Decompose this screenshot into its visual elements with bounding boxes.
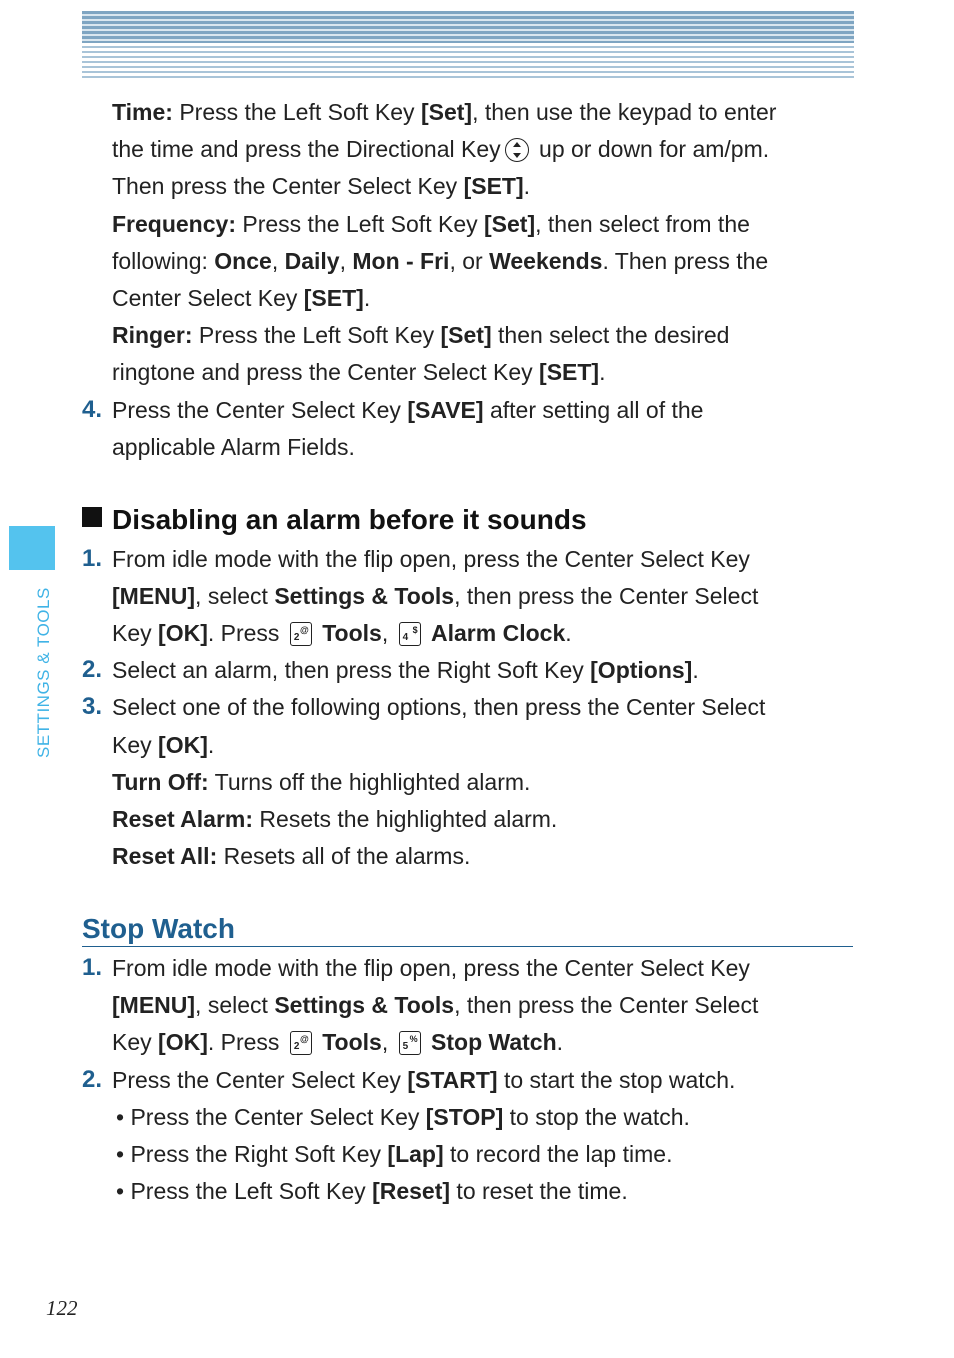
option-reset-all: Reset All: Resets all of the alarms. bbox=[112, 843, 471, 869]
key-5-icon: % 5 bbox=[399, 1031, 421, 1055]
bullet-lap: • Press the Right Soft Key [Lap] to record the lap time. bbox=[116, 1141, 673, 1167]
step-number: 2. bbox=[82, 1066, 103, 1093]
disable-alarm-heading: Disabling an alarm before it sounds bbox=[82, 503, 587, 537]
disable-step1-line-3: Key [OK]. Press @ 2 Tools, $ 4 Alarm Clock. bbox=[112, 620, 572, 646]
disable-step1-line-1: From idle mode with the flip open, press the Center Select Key bbox=[112, 546, 750, 572]
key-2-icon: @ 2 bbox=[290, 1031, 312, 1055]
step-number: 4. bbox=[82, 396, 103, 423]
disable-step1-line-2: [MENU], select Settings & Tools, then press the Center Select bbox=[112, 583, 759, 609]
frequency-line-2: following: Once, Daily, Mon - Fri, or Weekends. Then press the bbox=[112, 248, 769, 274]
step4-line-1: Press the Center Select Key [SAVE] after setting all of the bbox=[112, 397, 704, 423]
disable-step2-line-1: Select an alarm, then press the Right Soft Key [Options]. bbox=[112, 657, 699, 683]
frequency-line-1: Frequency: Press the Left Soft Key [Set], then select from the bbox=[112, 211, 750, 237]
step-number: 3. bbox=[82, 693, 103, 720]
page-number: 122 bbox=[46, 1296, 78, 1320]
option-turn-off: Turn Off: Turns off the highlighted alarm. bbox=[112, 769, 531, 795]
disable-step3-line-2: Key [OK]. bbox=[112, 732, 215, 758]
step-number: 1. bbox=[82, 545, 103, 572]
ringer-line-1: Ringer: Press the Left Soft Key [Set] then select the desired bbox=[112, 322, 730, 348]
time-line-3: Then press the Center Select Key [SET]. bbox=[112, 173, 531, 199]
ringer-line-2: ringtone and press the Center Select Key [SET]. bbox=[112, 359, 606, 385]
time-line-2: the time and press the Directional Key up or down for am/pm. bbox=[112, 136, 770, 162]
option-reset-alarm: Reset Alarm: Resets the highlighted alarm. bbox=[112, 806, 558, 832]
step-number: 2. bbox=[82, 656, 103, 683]
step-number: 1. bbox=[82, 954, 103, 981]
time-line-1: Time: Press the Left Soft Key [Set], then use the keypad to enter bbox=[112, 99, 777, 125]
directional-key-icon bbox=[505, 138, 529, 162]
square-bullet-icon bbox=[82, 507, 102, 527]
key-2-icon: @ 2 bbox=[290, 622, 312, 646]
step4-line-2: applicable Alarm Fields. bbox=[112, 434, 355, 460]
stopwatch-step1-line-1: From idle mode with the flip open, press the Center Select Key bbox=[112, 955, 750, 981]
header-band bbox=[82, 11, 854, 79]
stopwatch-step1-line-2: [MENU], select Settings & Tools, then press the Center Select bbox=[112, 992, 759, 1018]
stop-watch-heading: Stop Watch bbox=[82, 912, 853, 947]
stopwatch-step1-line-3: Key [OK]. Press @ 2 Tools, % 5 Stop Watch. bbox=[112, 1029, 564, 1055]
side-label: SETTINGS & TOOLS bbox=[34, 587, 53, 758]
stopwatch-step2-line-1: Press the Center Select Key [START] to start the stop watch. bbox=[112, 1067, 736, 1093]
frequency-line-3: Center Select Key [SET]. bbox=[112, 285, 371, 311]
key-4-icon: $ 4 bbox=[399, 622, 421, 646]
disable-step3-line-1: Select one of the following options, then press the Center Select bbox=[112, 694, 766, 720]
bullet-stop: • Press the Center Select Key [STOP] to stop the watch. bbox=[116, 1104, 690, 1130]
bullet-reset: • Press the Left Soft Key [Reset] to reset the time. bbox=[116, 1178, 628, 1204]
